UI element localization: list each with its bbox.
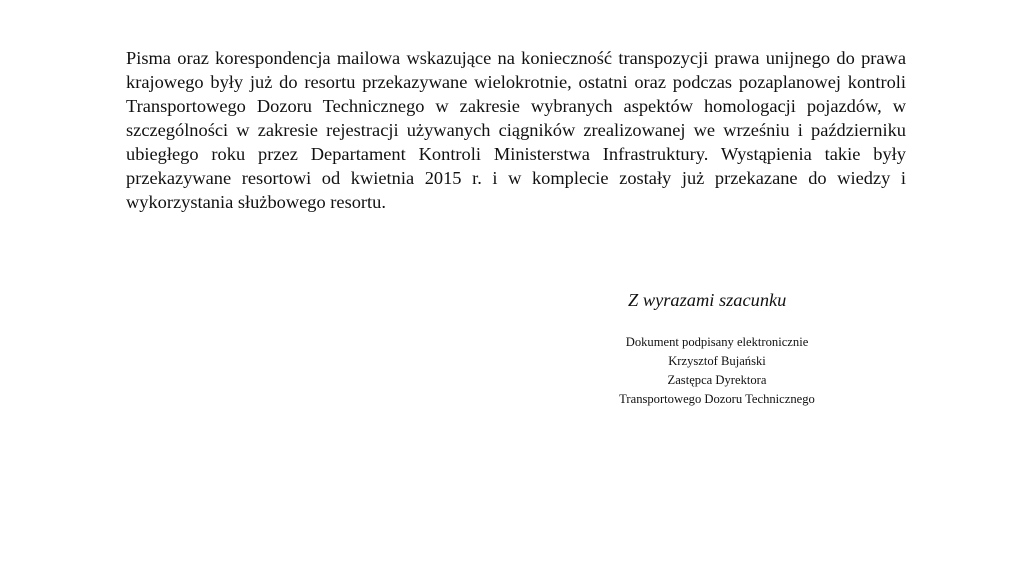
letter-body-paragraph: Pisma oraz korespondencja mailowa wskazujące na konieczność transpozycji prawa unijnego do prawa krajowego były już do resortu przekazywane wielokrotnie, ostatni oraz podczas pozaplanowej kontroli Transportowego Dozoru Technicznego w zakresie wybranych aspektów homologacji pojazdów, w szczególności w zakresie rejestracji używanych ciągników zrealizowanej we wrześniu i październiku ubiegłego roku przez Departament Kontroli Ministerstwa Infrastruktury. Wystąpienia takie były przekazywane resortowi od kwietnia 2015 r. i w komplecie zostały już przekazane do wiedzy i wykorzystania służbowego resortu. bbox=[126, 48, 906, 212]
electronic-signature-note: Dokument podpisany elektronicznie bbox=[625, 335, 809, 349]
closing-salutation: Z wyrazami szacunku bbox=[628, 290, 787, 310]
signatory-name: Krzysztof Bujański bbox=[668, 354, 766, 368]
signature-block bbox=[602, 333, 832, 409]
signatory-title: Zastępca Dyrektora bbox=[667, 373, 767, 387]
signatory-organization: Transportowego Dozoru Technicznego bbox=[619, 392, 815, 406]
